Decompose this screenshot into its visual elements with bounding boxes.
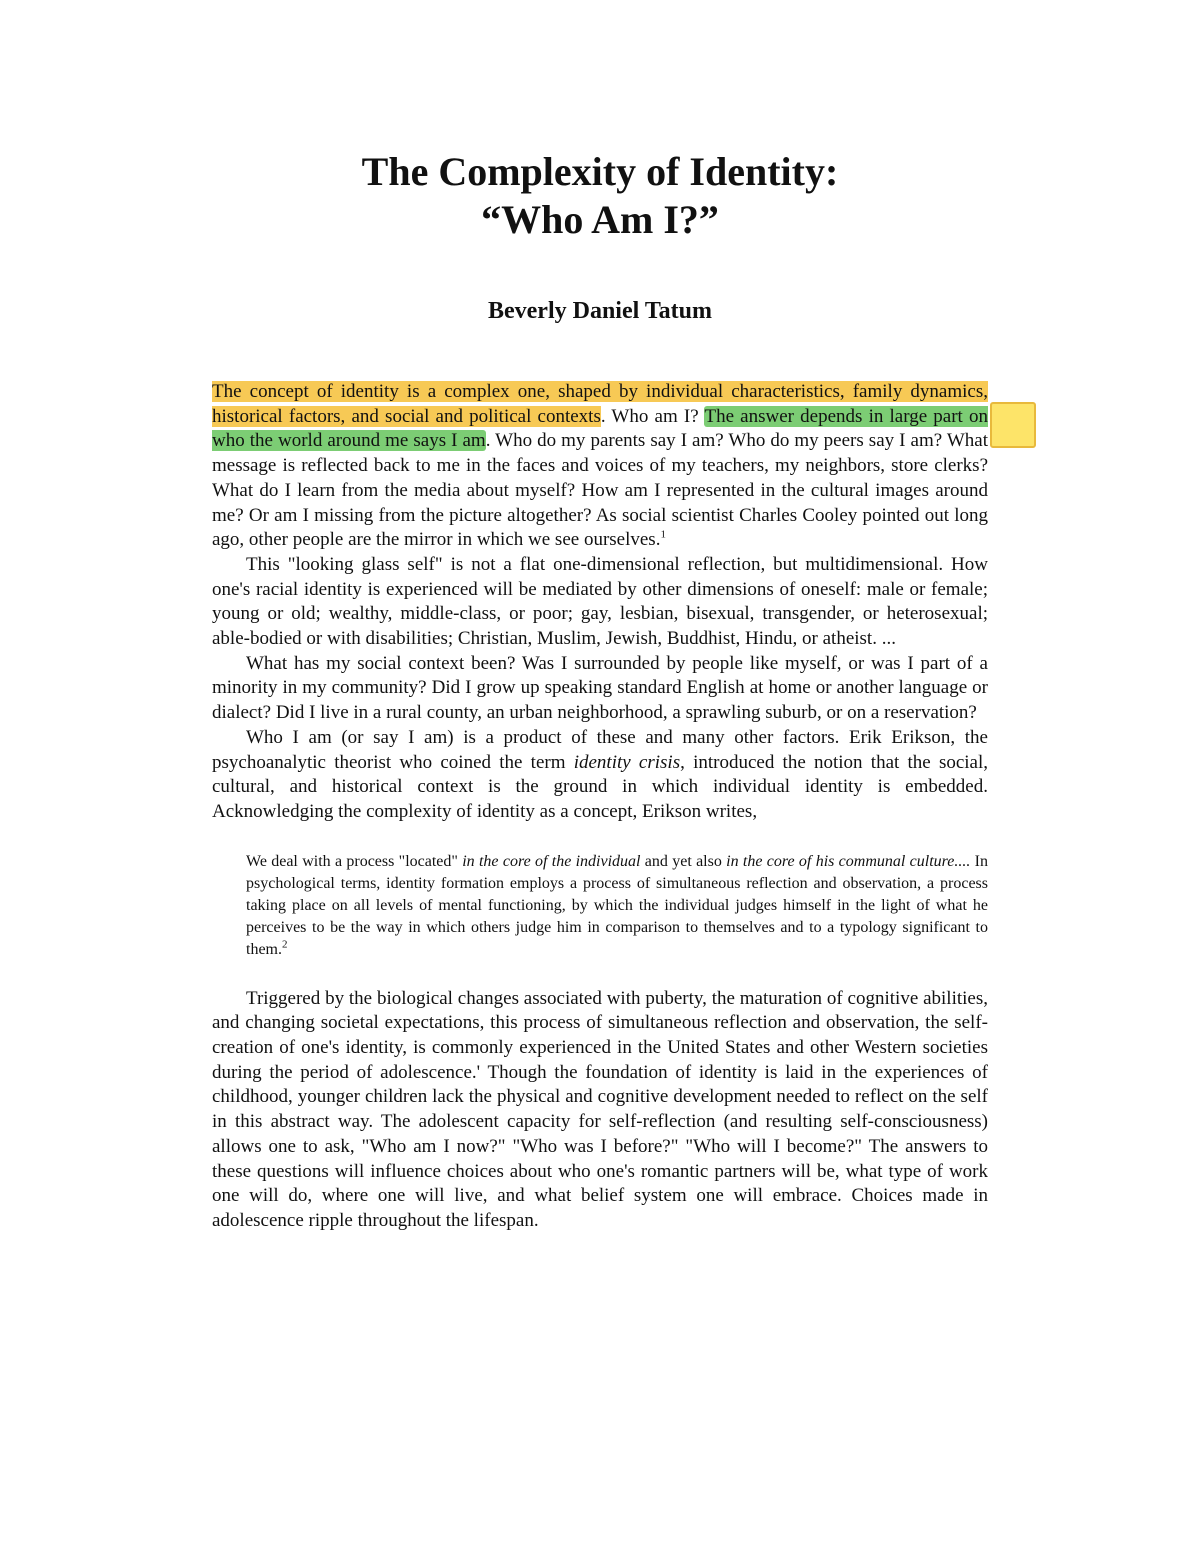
paragraph-3: What has my social context been? Was I surrounded by people like myself, or was I part of a minority in my community? Did I grow up speaking standard English at home or another language or dialect? Did I live in a rural county, an urban neighborhood, a sprawling suburb, or on a reservation? xyxy=(212,652,988,724)
paragraph-4 xyxy=(212,726,988,825)
italic-term: identity crisis xyxy=(573,751,681,773)
green-highlight[interactable]: The answer depends in large part on who the world around me says I am xyxy=(212,405,988,452)
paragraph-4-text: Who I am (or say I am) is a product of these and many other factors. Erik Erikson, the psychoanalytic theorist who coined the term xyxy=(212,726,988,773)
footnote-2: 2 xyxy=(282,938,288,951)
title-line-1: The Complexity of Identity: xyxy=(361,149,839,194)
paragraph-4-rest: , introduced the notion that the social, cultural, and historical context is the ground in which individual identity is embedded. Acknowledging the complexity of identity as a concept, Erikson writes, xyxy=(212,751,989,822)
author-name: Beverly Daniel Tatum xyxy=(487,298,712,324)
quote-italic-1: in the core of the individual xyxy=(462,852,641,870)
footnote-1: 1 xyxy=(660,528,666,541)
quote-italic-2: in the core of his communal culture.... xyxy=(726,852,971,870)
block-quote xyxy=(246,851,988,961)
document-body xyxy=(212,380,988,1234)
quote-text-2: and yet also xyxy=(640,852,727,870)
yellow-highlight[interactable]: The concept of identity is a complex one, shaped by individual characteristics, family dynamics, historical factors, and social and political contexts xyxy=(212,381,988,427)
sticky-note-icon[interactable] xyxy=(990,402,1036,448)
title-line-2: “Who Am I?” xyxy=(481,197,719,242)
quote-text-1: We deal with a process "located" xyxy=(246,852,463,870)
paragraph-1 xyxy=(212,380,988,553)
paragraph-2: This "looking glass self" is not a flat one-dimensional reflection, but multidimensional. How one's racial identity is experienced will be mediated by other dimensions of oneself: male or female; young or old; wealthy, middle-class, or poor; gay, lesbian, bisexual, transgender, or heterosexual; able-bodied or with disabilities; Christian, Muslim, Jewish, Buddhist, Hindu, or atheist. ... xyxy=(212,553,988,650)
paragraph-1-rest: . Who do my parents say I am? Who do my peers say I am? What message is reflected back to me in the faces and voices of my teachers, my neighbors, store clerks? What do I learn from the media about myself? How am I represented in the cultural images around me? Or am I missing from the picture altogether? As social scientist Charles Cooley pointed out long ago, other people are the mirror in which we see ourselves. xyxy=(212,430,988,551)
paragraph-1-text: . Who am I? xyxy=(600,405,699,427)
document-title xyxy=(0,148,1200,244)
quote-text-3: In psychological terms, identity formation employs a process of simultaneous reflection and observation, a process taking place on all levels of mental functioning, by which the individual judges himself in the light of what he perceives to be the way in which others judge him in comparison to themselves and to a typology significant to them. xyxy=(246,852,989,958)
paragraph-5: Triggered by the biological changes associated with puberty, the maturation of cognitive abilities, and changing societal expectations, this process of simultaneous reflection and observation, the self-creation of one's identity, is commonly experienced in the United States and other Western societies during the period of adolescence.' Though the foundation of identity is laid in the experiences of childhood, younger children lack the physical and cognitive development needed to reflect on the self in this abstract way. The adolescent capacity for self-reflection (and resulting self-consciousness) allows one to ask, "Who am I now?" "Who was I before?" "Who will I become?" The answers to these questions will influence choices about who one's romantic partners will be, what type of work one will do, where one will live, and what belief system one will embrace. Choices made in adolescence ripple throughout the lifespan. xyxy=(212,987,988,1231)
